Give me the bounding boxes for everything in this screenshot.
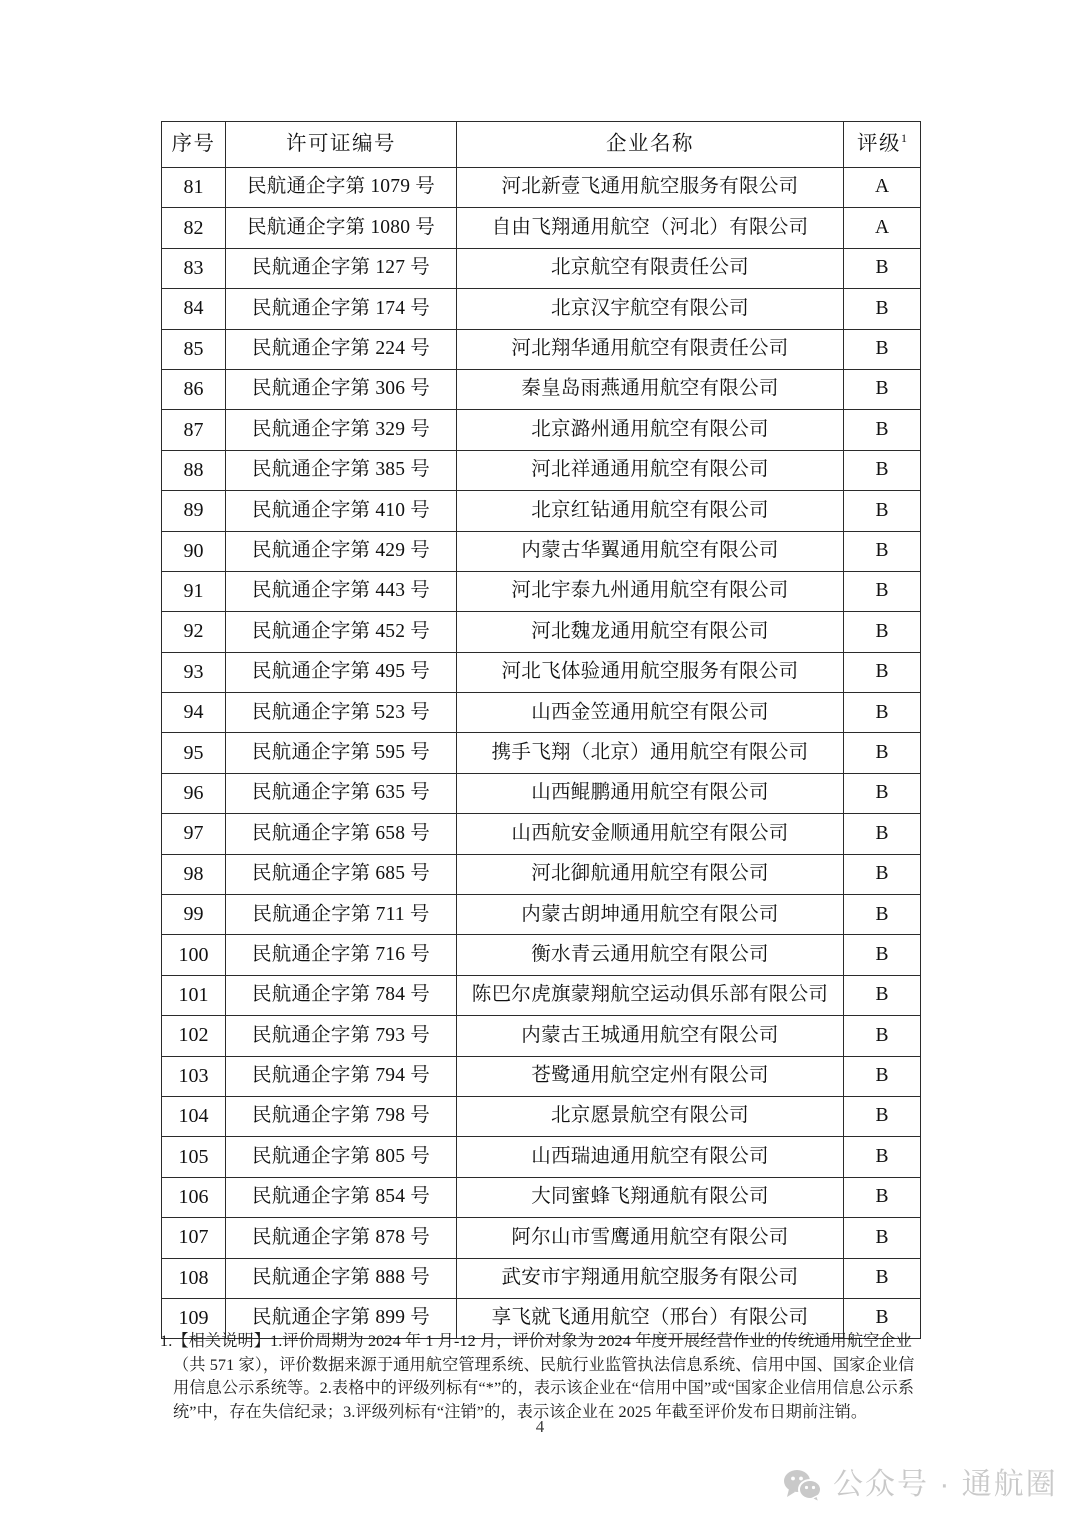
table-row	[162, 410, 921, 450]
table-row	[162, 975, 921, 1015]
cell-license-number: 民航通企字第 329 号	[226, 410, 457, 450]
cell-sequence: 102	[162, 1016, 226, 1056]
cell-enterprise-name: 山西航安金顺通用航空有限公司	[457, 814, 844, 854]
cell-enterprise-name: 苍鹭通用航空定州有限公司	[457, 1056, 844, 1096]
cell-enterprise-name: 河北新壹飞通用航空服务有限公司	[457, 168, 844, 208]
cell-license-number: 民航通企字第 716 号	[226, 935, 457, 975]
cell-sequence: 100	[162, 935, 226, 975]
cell-grade: B	[844, 1056, 921, 1096]
cell-grade: B	[844, 814, 921, 854]
enterprise-listing-table-wrapper	[161, 121, 920, 1339]
cell-sequence: 108	[162, 1258, 226, 1298]
cell-grade: B	[844, 369, 921, 409]
cell-enterprise-name: 山西金笠通用航空有限公司	[457, 693, 844, 733]
cell-grade: B	[844, 571, 921, 611]
table-row	[162, 571, 921, 611]
table-row	[162, 1218, 921, 1258]
cell-enterprise-name: 山西鲲鹏通用航空有限公司	[457, 773, 844, 813]
cell-enterprise-name: 阿尔山市雪鹰通用航空有限公司	[457, 1218, 844, 1258]
cell-license-number: 民航通企字第 793 号	[226, 1016, 457, 1056]
cell-grade: A	[844, 208, 921, 248]
cell-license-number: 民航通企字第 635 号	[226, 773, 457, 813]
column-header-license: 许可证编号	[226, 122, 457, 168]
cell-sequence: 81	[162, 168, 226, 208]
table-row	[162, 450, 921, 490]
footnote-line: 用信息公示系统等。2.表格中的评级列标有“*”的，表示该企业在“信用中国”或“国家企业信用信息公示系	[173, 1379, 915, 1398]
cell-grade: B	[844, 1137, 921, 1177]
cell-enterprise-name: 自由飞翔通用航空（河北）有限公司	[457, 208, 844, 248]
cell-enterprise-name: 北京红钻通用航空有限公司	[457, 491, 844, 531]
table-row	[162, 1056, 921, 1096]
cell-license-number: 民航通企字第 174 号	[226, 289, 457, 329]
footnote-marker: 1	[901, 131, 907, 146]
table-row	[162, 854, 921, 894]
cell-grade: B	[844, 248, 921, 288]
cell-sequence: 82	[162, 208, 226, 248]
cell-sequence: 87	[162, 410, 226, 450]
table-row	[162, 1096, 921, 1136]
cell-license-number: 民航通企字第 306 号	[226, 369, 457, 409]
table-row	[162, 935, 921, 975]
cell-license-number: 民航通企字第 888 号	[226, 1258, 457, 1298]
cell-license-number: 民航通企字第 429 号	[226, 531, 457, 571]
cell-sequence: 105	[162, 1137, 226, 1177]
footnote-line: （共 571 家），评价数据来源于通用航空管理系统、民航行业监管执法信息系统、信用中国、国家企业信	[173, 1355, 915, 1374]
cell-grade: B	[844, 1218, 921, 1258]
column-header-grade-label: 评级	[857, 133, 901, 156]
cell-license-number: 民航通企字第 495 号	[226, 652, 457, 692]
cell-license-number: 民航通企字第 784 号	[226, 975, 457, 1015]
cell-sequence: 109	[162, 1298, 226, 1338]
table-row	[162, 289, 921, 329]
table-row	[162, 329, 921, 369]
cell-grade: B	[844, 935, 921, 975]
cell-enterprise-name: 秦皇岛雨燕通用航空有限公司	[457, 369, 844, 409]
cell-license-number: 民航通企字第 658 号	[226, 814, 457, 854]
table-row	[162, 773, 921, 813]
table-row	[162, 248, 921, 288]
cell-grade: B	[844, 1016, 921, 1056]
cell-enterprise-name: 陈巴尔虎旗蒙翔航空运动俱乐部有限公司	[457, 975, 844, 1015]
cell-enterprise-name: 河北魏龙通用航空有限公司	[457, 612, 844, 652]
cell-grade: B	[844, 531, 921, 571]
cell-enterprise-name: 北京航空有限责任公司	[457, 248, 844, 288]
table-row	[162, 168, 921, 208]
table-header-row	[162, 122, 921, 168]
table-row	[162, 1177, 921, 1217]
table-row	[162, 491, 921, 531]
cell-enterprise-name: 内蒙古王城通用航空有限公司	[457, 1016, 844, 1056]
cell-sequence: 101	[162, 975, 226, 1015]
cell-license-number: 民航通企字第 685 号	[226, 854, 457, 894]
table-row	[162, 814, 921, 854]
table-row	[162, 1137, 921, 1177]
cell-sequence: 104	[162, 1096, 226, 1136]
table-header	[162, 122, 921, 168]
cell-sequence: 92	[162, 612, 226, 652]
table-row	[162, 733, 921, 773]
cell-sequence: 89	[162, 491, 226, 531]
cell-license-number: 民航通企字第 443 号	[226, 571, 457, 611]
cell-grade: B	[844, 975, 921, 1015]
table-row	[162, 369, 921, 409]
cell-enterprise-name: 北京愿景航空有限公司	[457, 1096, 844, 1136]
cell-grade: B	[844, 895, 921, 935]
cell-enterprise-name: 河北祥通通用航空有限公司	[457, 450, 844, 490]
cell-license-number: 民航通企字第 798 号	[226, 1096, 457, 1136]
table-row	[162, 1258, 921, 1298]
cell-sequence: 93	[162, 652, 226, 692]
table-row	[162, 208, 921, 248]
cell-enterprise-name: 河北翔华通用航空有限责任公司	[457, 329, 844, 369]
table-row	[162, 693, 921, 733]
cell-sequence: 99	[162, 895, 226, 935]
cell-license-number: 民航通企字第 1079 号	[226, 168, 457, 208]
cell-license-number: 民航通企字第 878 号	[226, 1218, 457, 1258]
table-row	[162, 895, 921, 935]
cell-enterprise-name: 河北御航通用航空有限公司	[457, 854, 844, 894]
cell-license-number: 民航通企字第 452 号	[226, 612, 457, 652]
cell-license-number: 民航通企字第 127 号	[226, 248, 457, 288]
cell-enterprise-name: 内蒙古华翼通用航空有限公司	[457, 531, 844, 571]
cell-grade: B	[844, 329, 921, 369]
cell-license-number: 民航通企字第 854 号	[226, 1177, 457, 1217]
table-body	[162, 168, 921, 1339]
cell-sequence: 94	[162, 693, 226, 733]
cell-grade: B	[844, 450, 921, 490]
cell-grade: B	[844, 1298, 921, 1338]
cell-sequence: 85	[162, 329, 226, 369]
cell-license-number: 民航通企字第 595 号	[226, 733, 457, 773]
table-row	[162, 612, 921, 652]
cell-grade: B	[844, 612, 921, 652]
cell-grade: B	[844, 491, 921, 531]
column-header-seq: 序号	[162, 122, 226, 168]
cell-grade: B	[844, 733, 921, 773]
footnote-line: 统”中，存在失信纪录；3.评级列标有“注销”的，表示该企业在 2025 年截至评价发布日期前注销。	[173, 1402, 868, 1421]
wechat-icon	[783, 1468, 823, 1502]
cell-license-number: 民航通企字第 794 号	[226, 1056, 457, 1096]
cell-license-number: 民航通企字第 523 号	[226, 693, 457, 733]
cell-grade: B	[844, 854, 921, 894]
cell-grade: B	[844, 410, 921, 450]
cell-grade: B	[844, 773, 921, 813]
cell-grade: B	[844, 1096, 921, 1136]
watermark-text: 公众号 · 通航圈	[833, 1468, 1058, 1501]
cell-sequence: 107	[162, 1218, 226, 1258]
cell-grade: B	[844, 693, 921, 733]
cell-sequence: 86	[162, 369, 226, 409]
cell-license-number: 民航通企字第 385 号	[226, 450, 457, 490]
cell-sequence: 83	[162, 248, 226, 288]
cell-enterprise-name: 内蒙古朗坤通用航空有限公司	[457, 895, 844, 935]
cell-sequence: 103	[162, 1056, 226, 1096]
watermark	[783, 1468, 1058, 1502]
cell-license-number: 民航通企字第 224 号	[226, 329, 457, 369]
cell-license-number: 民航通企字第 1080 号	[226, 208, 457, 248]
cell-enterprise-name: 衡水青云通用航空有限公司	[457, 935, 844, 975]
table-row	[162, 1016, 921, 1056]
cell-enterprise-name: 北京汉宇航空有限公司	[457, 289, 844, 329]
cell-license-number: 民航通企字第 899 号	[226, 1298, 457, 1338]
enterprise-listing-table	[161, 121, 921, 1339]
cell-enterprise-name: 山西瑞迪通用航空有限公司	[457, 1137, 844, 1177]
cell-sequence: 97	[162, 814, 226, 854]
cell-sequence: 90	[162, 531, 226, 571]
cell-grade: B	[844, 652, 921, 692]
cell-grade: A	[844, 168, 921, 208]
cell-enterprise-name: 武安市宇翔通用航空服务有限公司	[457, 1258, 844, 1298]
cell-enterprise-name: 携手飞翔（北京）通用航空有限公司	[457, 733, 844, 773]
cell-license-number: 民航通企字第 410 号	[226, 491, 457, 531]
footnote-line: 1.【相关说明】1.评价周期为 2024 年 1 月-12 月，评价对象为 2024 年度开展经营作业的传统通用航空企业	[160, 1332, 912, 1350]
column-header-grade	[844, 122, 921, 168]
cell-grade: B	[844, 289, 921, 329]
cell-sequence: 84	[162, 289, 226, 329]
cell-sequence: 88	[162, 450, 226, 490]
cell-license-number: 民航通企字第 711 号	[226, 895, 457, 935]
cell-license-number: 民航通企字第 805 号	[226, 1137, 457, 1177]
cell-enterprise-name: 河北飞体验通用航空服务有限公司	[457, 652, 844, 692]
table-row	[162, 652, 921, 692]
footnote-explanation	[160, 1330, 938, 1424]
cell-sequence: 95	[162, 733, 226, 773]
cell-enterprise-name: 享飞就飞通用航空（邢台）有限公司	[457, 1298, 844, 1338]
cell-sequence: 98	[162, 854, 226, 894]
cell-enterprise-name: 河北宇泰九州通用航空有限公司	[457, 571, 844, 611]
cell-grade: B	[844, 1177, 921, 1217]
column-header-enterprise-name: 企业名称	[457, 122, 844, 168]
cell-enterprise-name: 大同蜜蜂飞翔通航有限公司	[457, 1177, 844, 1217]
cell-enterprise-name: 北京潞州通用航空有限公司	[457, 410, 844, 450]
cell-sequence: 96	[162, 773, 226, 813]
table-row	[162, 531, 921, 571]
page-number: 4	[535, 1417, 545, 1436]
cell-sequence: 91	[162, 571, 226, 611]
cell-sequence: 106	[162, 1177, 226, 1217]
cell-grade: B	[844, 1258, 921, 1298]
